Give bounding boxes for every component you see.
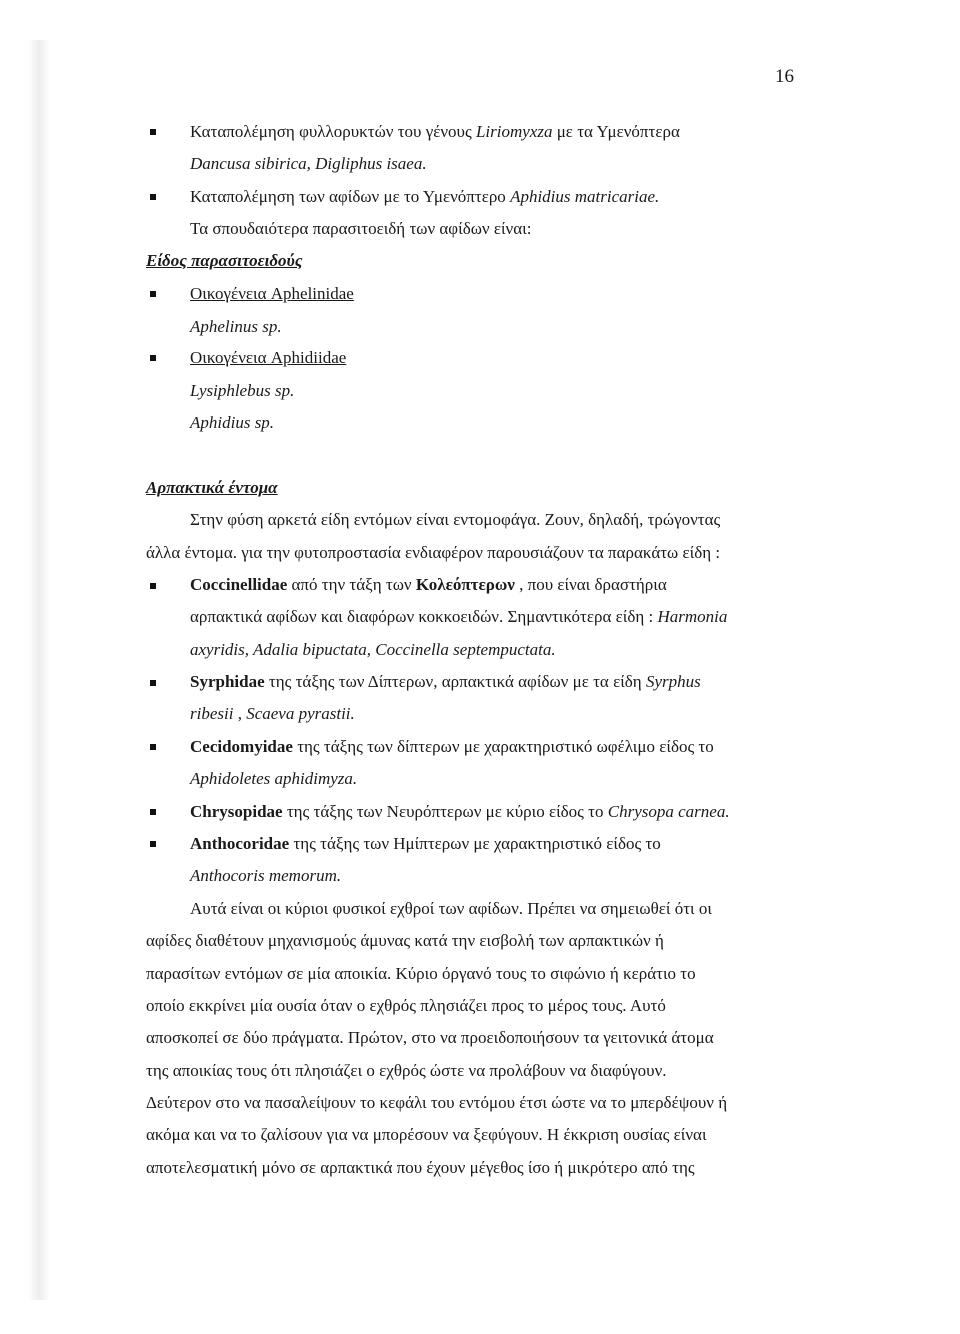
- species-name: Syrphus: [645, 672, 701, 691]
- text-span: Καταπολέμηση των αφίδων με το Υμενόπτερο: [190, 187, 511, 206]
- text-line: [190, 317, 282, 337]
- text-line: [190, 122, 680, 142]
- text-span: της τάξης των δίπτερων με χαρακτηριστικό ωφέλιμο είδος το: [292, 737, 714, 756]
- species-name: Lysiphlebus sp.: [190, 381, 295, 400]
- paragraph-line: παρασίτων εντόμων σε μία αποικία. Κύριο όργανό τους το σιφώνιο ή κεράτιο το: [146, 964, 696, 983]
- text-span: από την τάξη των: [287, 575, 416, 594]
- bullet-marker: [150, 583, 156, 589]
- taxon-bold: Coccinellidae: [190, 575, 288, 594]
- bullet-marker: [150, 744, 156, 750]
- paragraph-line: αφίδες διαθέτουν μηχανισμούς άμυνας κατά την εισβολή των αρπακτικών ή: [146, 931, 664, 950]
- bullet-marker: [150, 129, 156, 135]
- text-span: Στην φύση αρκετά είδη εντόμων είναι εντομοφάγα. Ζουν, δηλαδή, τρώγοντας: [190, 510, 721, 529]
- bullet-marker: [150, 355, 156, 361]
- text-span: με τα Υμενόπτερα: [552, 122, 680, 141]
- text-line: [190, 704, 355, 724]
- text-line: Τα σπουδαιότερα παρασιτοειδή των αφίδων είναι:: [190, 219, 532, 238]
- species-name: Liriomyxza: [475, 122, 553, 141]
- text-span: Καταπολέμηση φυλλορυκτών του γένους: [190, 122, 476, 141]
- paragraph-line: άλλα έντομα. για την φυτοπροστασία ενδιαφέρον παρουσιάζουν τα παρακάτω είδη :: [146, 543, 721, 562]
- section-heading: Αρπακτικά έντομα: [146, 478, 278, 497]
- paragraph-line: Δεύτερον στο να πασαλείψουν το κεφάλι του εντόμου έτσι ώστε να το μπερδέψουν ή: [146, 1093, 728, 1112]
- text-line: [190, 802, 730, 822]
- paragraph-line: οποίο εκκρίνει μία ουσία όταν ο εχθρός πλησιάζει προς το μέρος τους. Αυτό: [146, 996, 666, 1015]
- species-name: Aphidius sp.: [190, 413, 275, 432]
- species-name: Anthocoris memorum.: [190, 866, 342, 885]
- bullet-marker: [150, 291, 156, 297]
- text-span: , που είναι δραστήρια: [514, 575, 667, 594]
- text-span: της τάξης των Νευρόπτερων με κύριο είδος το: [282, 802, 608, 821]
- bullet-marker: [150, 194, 156, 200]
- bullet-marker: [150, 809, 156, 815]
- text-line: [190, 575, 667, 595]
- paragraph-line: της αποικίας τους ότι πλησιάζει ο εχθρός ώστε να προλάβουν να διαφύγουν.: [146, 1061, 667, 1080]
- text-line: [190, 834, 661, 854]
- text-line: [190, 381, 294, 401]
- taxon-bold: Κολεόπτερων: [415, 575, 515, 594]
- section-heading: Είδος παρασιτοειδούς: [146, 251, 303, 270]
- scan-edge-shadow: [28, 40, 50, 1300]
- paragraph-line: αποσκοπεί σε δύο πράγματα. Πρώτον, στο να προειδοποιήσουν τα γειτονικά άτομα: [146, 1028, 714, 1047]
- text-span: της τάξης των Ημίπτερων με χαρακτηριστικό είδος το: [289, 834, 661, 853]
- species-name: Harmonia: [657, 607, 728, 626]
- bullet-marker: [150, 680, 156, 686]
- text-line: [190, 413, 274, 433]
- species-name: Aphelinus sp.: [190, 317, 282, 336]
- text-line: [190, 607, 727, 627]
- text-line: [190, 769, 357, 789]
- species-name: Aphidius matricariae.: [510, 187, 660, 206]
- paragraph-line: [190, 510, 798, 530]
- family-name: Οικογένεια Aphelinidae: [190, 284, 354, 303]
- paragraph-line: ακόμα και να το ζαλίσουν για να μπορέσουν να ξεφύγουν. Η έκκριση ουσίας είναι: [146, 1125, 707, 1144]
- text-span: της τάξης των Δίπτερων, αρπακτικά αφίδων με τα είδη: [264, 672, 646, 691]
- taxon-bold: Chrysopidae: [190, 802, 283, 821]
- bullet-marker: [150, 841, 156, 847]
- family-name: Οικογένεια Aphidiidae: [190, 348, 347, 367]
- text-line: [190, 154, 427, 174]
- paragraph-line: Αυτά είναι οι κύριοι φυσικοί εχθροί των αφίδων. Πρέπει να σημειωθεί ότι οι: [190, 899, 712, 918]
- species-name: ribesii , Scaeva pyrastii.: [190, 704, 355, 723]
- text-line: [190, 866, 341, 886]
- species-name: Aphidoletes aphidimyza.: [190, 769, 358, 788]
- taxon-bold: Anthocoridae: [190, 834, 290, 853]
- text-line: [190, 672, 701, 692]
- taxon-bold: Cecidomyidae: [190, 737, 293, 756]
- page-number: 16: [775, 66, 794, 87]
- paragraph-line: αποτελεσματική μόνο σε αρπακτικά που έχουν μέγεθος ίσο ή μικρότερο από της: [146, 1158, 695, 1177]
- species-name: Chrysopa carnea.: [607, 802, 730, 821]
- text-line: [190, 737, 714, 757]
- taxon-bold: Syrphidae: [190, 672, 265, 691]
- species-name: Dancusa sibirica, Digliphus isaea.: [190, 154, 427, 173]
- text-span: αρπακτικά αφίδων και διαφόρων κοκκοειδών. Σημαντικότερα είδη :: [190, 607, 658, 626]
- text-line: [190, 640, 556, 660]
- species-name: axyridis, Adalia bipuctata, Coccinella septempuctata.: [190, 640, 556, 659]
- text-line: [190, 187, 659, 207]
